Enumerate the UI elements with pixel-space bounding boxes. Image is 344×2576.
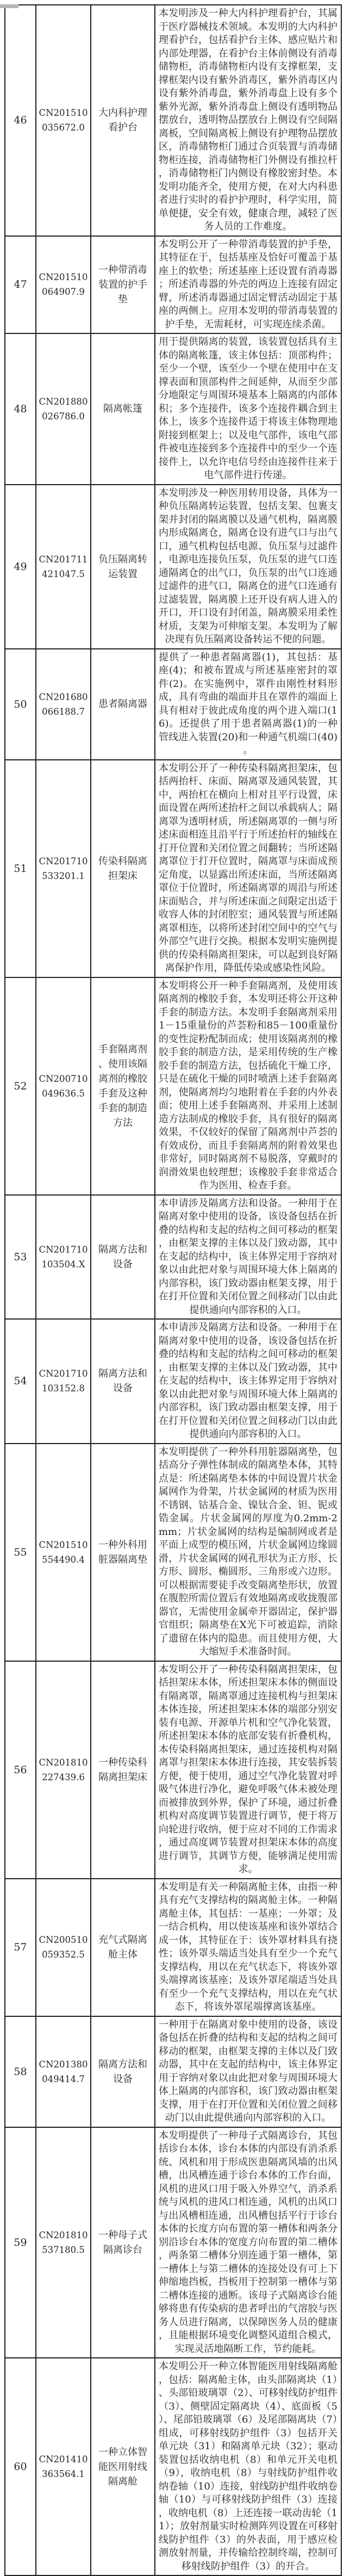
table-row (5, 977, 341, 1195)
patent-abstract: 本发明公开了一种传染科隔离担架床，包括担架床本体，所述担架床本体的侧面设有隔离罩，隔离罩通过连接机构与担架床本体连接，所述担架床本体的端部分别安装有电源、开源单片机和空气净化装置，所述担架床本体的底部安装有折叠机构，本传染科隔离担架床，通过连接机构对隔离罩与担架床本体进行连接，其安装拆装方便，便于使用，通过空气净化装置对呼吸气体进行净化，避免呼吸气体未被处理而被排放到外界，保护了环境，通过折叠机构对高度调节装置进行调节，便于将万向轮进行收纳，便于应对不同的工作需求，通过高度调节装置对担架床本体的高度进行调节，其调节方便，能够满足使用需求。 (155, 1661, 341, 1879)
patent-number: CN201710103152.8 (36, 1319, 91, 1444)
row-seq-number: 55 (5, 1444, 36, 1661)
patent-abstract: 用于提供隔离的装置，该装置包括具有主体的隔离帐篷，该主体包括：顶部构件；至少一个壁，该至少一个壁在使用中在支撑表面和顶部构件之间延伸，从而至少部分地限定与周围环境基本上隔离的内部体积；多个连接件，该多个连接件耦合到主体上，该多个连接件适于将该主体物理地附接到框架上；以及电气部件，该电气部件被电连接到多个连接件中的至少一个连接件上，以允许电信号经由连接件往来于电气部件进行传递。 (155, 333, 341, 485)
patent-abstract: 本申请涉及隔离方法和设备。一种用于在隔离对象中使用的设备，该设备包括在折叠的结构和支起的结构之间可移动的框架，由框架支撑的主体以及门致动器，其中在支起的结构中，该主体界定用于容纳对象以由此把对象与周围环境大体上隔离的内部容积，该门致动器由框架支撑，用于在打开位置和关闭位置之间移动门以由此提供通向内部容积的入口。 (155, 1195, 341, 1320)
table-row (5, 1661, 341, 1879)
row-seq-number: 53 (5, 1195, 36, 1320)
patent-abstract: 本发明公开一种立体智能医用射线隔离舱，包括：隔离舱主体，由头部隔离块（1）、头部铅玻璃罩（2）、可移射线防护组件（3）、侧壁固定隔离块（4）、底面板（5）、尾部铅玻璃罩（6）及尾部隔离块（7）组成，可移射线防护组件（3）包括开关单元块（31）和隔离单元块（32）；驱动装置包括收纳电机（8）和单元开关电机（9），收纳电机（8）与射线防护组件收纳卷轴（10）连接，射线防护组件收纳卷轴（10）与可移射线防护组件（3）连接，收纳电机（8）上还连接一联动齿轮（11）；放射剂量实时检测阵列设置在可移射线防护组件（3）的外表面，用于感应检测放射剂量，并传输给控制终端，控制可移射线防护组件（3）的开合。 (155, 2358, 341, 2575)
patent-abstract: 本发明将公开一种手套隔离剂，及使用该隔离剂的橡胶手套，本发明还将公开这种手套的制造方法。本发明手套隔离剂采用1－15重量份的芦荟粉和85－100重量份的变性淀粉配制而成；使用该隔离剂的橡胶手套的制造方法，是采用传统的生产橡胶手套的制造方法，包括硫化干燥工序，只是在硫化干燥的同时喷洒上述手套隔离剂，使隔离剂均匀地附着在手套的内外表面；使用上述手套隔离剂、并采用上述制造方法制成的橡胶手套，具有很好的隔离效果，不仅较好的保留了隔离剂中芦荟的有效成份，而且手套隔离剂的附着效果也非常好，同时隔离剂不易脱落，穿戴时的润滑效果也较理想；该橡胶手套非常适合作为医用、检查手套。 (155, 977, 341, 1195)
patent-number: CN201710103504.X (36, 1195, 91, 1320)
patent-abstract: 本发明提供了一种外科用脏器隔离垫，包括高分子弹性体制成的隔离垫本体，其特点是：所述隔离垫本体的中间设置片状金属网作为骨架，片状金属网的材质为医用不锈钢、钴基合金、镍钛合金、钽、铌或锆金属。片状金属网的厚度为0.2mm-2mm；片状金属网的结构是编制网或者是平面上成型的模压网，片状金属网边缘圆滑，片状金属网的网孔形状为正方形、长方形、圆形、椭圆形、三角形或六边形。可以根据需要徒手改变隔离垫形状，放置在腹腔所需位置后有效地隔离或收拢腹部器官，无需使用金属牵开器固定，保护器官组织；隔离垫在X光下可被追踪，消除了遗留在体内的隐患。而且使用方便，大大缩短手术准备时间。 (155, 1444, 341, 1661)
patent-title: 隔离方法和设备 (91, 1195, 155, 1320)
patent-abstract: 本发明是有关一种隔离舱主体，由指一种具有充气支撑结构的隔离舱主体。一种隔离舱主体，其包括：一基座；一外罩；及一结合机构，用以使该基座和该外罩结合成一体，其特征在于：该外罩材料具有挠性；该外罩头端适当处具有至少一个充气支撑结构，用以在充气状态下，将该外罩头端撑离该基座；及该外罩尾端适当处具有至少一个充气支撑结构，用以在充气状态下，将该外罩尾端撑离该基座。 (155, 1879, 341, 2016)
patent-title: 一种立体智能医用射线隔离舱 (91, 2358, 155, 2575)
row-seq-number: 51 (5, 760, 36, 977)
patent-abstract: 本发明涉及一种大内科护理看护台，其属于医疗器械技术领域。本发明的大内科护理看护台，包括看护台主体、感应贴片和内部处理器，在看护台主体前侧设有消毒储物柜，消毒储物柜内设有支撑框架，支撑框架内设有紫外消毒区，紫外消毒区内设有紫外消毒盘，紫外消毒盘上设有多个紫外光源，紫外消毒盘上侧设有透明物品摆放台，透明物品摆放台上侧设有空间隔离板，空间隔离板上侧设有护理物品摆放区，消毒储物柜门通过合页装置与消毒储物柜连接，消毒储物柜门外侧设有推拉杆，消毒储物柜门内侧设有橡胶密封垫。本发明功能齐全，使用方便，在对大内科患者进行实时的看护护理时，科学实用，简单便捷，安全有效，健康合理，减轻了医务人员的工作难度。 (155, 5, 341, 236)
patent-abstract: 本申请涉及隔离方法和设备。一种用于在隔离对象中使用的设备，该设备包括在折叠的结构和支起的结构之间可移动的框架，由框架支撑的主体以及门致动器，其中在支起的结构中，该主体界定用于容纳对象以由此把对象与周围环境大体上隔离的内部容积，该门致动器由框架支撑，用于在打开位置和关闭位置之间移动门以由此提供通向内部容积的入口。 (155, 1319, 341, 1444)
patent-title: 一种带消毒装置的护手垫 (91, 236, 155, 334)
scan-artifact (0, 4, 18, 8)
patent-number: CN201711421047.5 (36, 485, 91, 649)
patent-title: 充气式隔离舱主体 (91, 1879, 155, 2016)
patent-table (4, 4, 342, 2576)
patent-number: CN200510059352.5 (36, 1879, 91, 2016)
table-row (5, 2016, 341, 2127)
patent-title: 隔离帐篷 (91, 333, 155, 485)
patent-title: 患者隔离器 (91, 649, 155, 760)
row-seq-number: 54 (5, 1319, 36, 1444)
patent-abstract: 本发明涉及一种医用转用设备，具体为一种负压隔离转运装置，包括支架、包裹支架并封闭的隔离膜以及通气机构，隔离膜内形成隔离仓，隔离仓设有进气口与出气口，通气机构包括电源、负压泵与过滤件，电源电连接负压泵，负压泵的进气口连通隔离仓的出气口，负压泵的出气口连通过滤件的进气口，隔离仓的进气口连通有过滤装置，隔离膜上还开设有病人进入的开口，开口设有封闭盖，隔离膜采用柔性材质，支架为可伸缩支架。本发明为了解决现有负压隔离设备转运不便的问题。 (155, 485, 341, 649)
table-row (5, 485, 341, 649)
patent-abstract: 本发明公开了一种传染科隔离担架床，包括两抬杆、床面、隔离罩及通风装置，其中，两抬杠在横向上相对且平行设置，床面设置在两所述抬杆之间以承载病人；隔离罩为透明材质，所述隔离罩的一侧与所述床面相连且沿平行于所述抬杆的轴线在打开位置和关闭位置之间翻转；当所述隔离罩位于打开位置时，隔离罩与床面成预定角度，以显露出所述床面，当所述隔离罩位于位置时，所述隔离罩的周沿与所述床面贴合，并与所述床面之间限定出适于收容人体的封闭腔室；通风装置与所述隔离罩相连，以将所述封闭空间中的空气与外部空气进行交换。根据本发明实施例提供的传染科隔离担架床，可以起到良好隔离保护作用，降低传染或感染性风险。 (155, 760, 341, 977)
patent-title: 一种外科用脏器隔离垫 (91, 1444, 155, 1661)
patent-number: CN201880026786.0 (36, 333, 91, 485)
patent-title: 手套隔离剂、使用该隔离剂的橡胶手套及这种手套的制造方法 (91, 977, 155, 1195)
row-seq-number: 58 (5, 2016, 36, 2127)
patent-abstract: 本发明公开了一种带消毒装置的护手垫，其特征在于，包括基座及恰好可覆盖于基座上的软垫；所述基座上还设置有消毒器；所述消毒器的外壳的两边上连接有固定臂，所述消毒器通过固定臂活动固定于基座的两侧上。应用本发明的带消毒装置的护手垫，无需耗材，可实现连续杀菌。 (155, 236, 341, 334)
patent-number: CN201810227439.6 (36, 1661, 91, 1879)
patent-title: 隔离方法和设备 (91, 1319, 155, 1444)
patent-number: CN201810537180.5 (36, 2127, 91, 2358)
table-row (5, 333, 341, 485)
patent-number: CN201680066188.7 (36, 649, 91, 760)
patent-title: 传染科隔离担架床 (91, 760, 155, 977)
table-row (5, 1319, 341, 1444)
patent-abstract: 一种用于在隔离对象中使用的设备，该设备包括在折叠的结构和支起的结构之间可移动的框架，由框架支撑的主体以及门致动器，其中在支起的结构中，该主体界定用于容纳对象以由此把对象与周围环境大体上隔离的内部容积，该门致动器由框架支撑，用于在打开位置和关闭位置之间移动门以由此提供通向内部容积的入口。 (155, 2016, 341, 2127)
patent-number: CN201510035672.0 (36, 5, 91, 236)
row-seq-number: 60 (5, 2358, 36, 2575)
table-row (5, 760, 341, 977)
table-row (5, 1444, 341, 1661)
patent-number: CN201380049414.7 (36, 2016, 91, 2127)
row-seq-number: 56 (5, 1661, 36, 1879)
patent-title: 负压隔离转运装置 (91, 485, 155, 649)
patent-title: 大内科护理看护台 (91, 5, 155, 236)
row-seq-number: 52 (5, 977, 36, 1195)
table-row (5, 2358, 341, 2575)
patent-number: CN201710533201.1 (36, 760, 91, 977)
row-seq-number: 50 (5, 649, 36, 760)
patent-number: CN201410363564.1 (36, 2358, 91, 2575)
table-row (5, 1195, 341, 1320)
table-row (5, 1879, 341, 2016)
row-seq-number: 59 (5, 2127, 36, 2358)
row-seq-number: 47 (5, 236, 36, 334)
row-seq-number: 46 (5, 5, 36, 236)
row-seq-number: 57 (5, 1879, 36, 2016)
patent-title: 一种母子式隔离诊台 (91, 2127, 155, 2358)
patent-number: CN200710049636.5 (36, 977, 91, 1195)
row-seq-number: 49 (5, 485, 36, 649)
table-row (5, 2127, 341, 2358)
patent-title: 隔离方法和设备 (91, 2016, 155, 2127)
table-row (5, 5, 341, 236)
patent-abstract: 本发明提供了一种母子式隔离诊台，其包括诊台本体，诊台本体的内部设有消杀系统、风机和用于形成医患隔离风墙的出风槽，出风槽连通于诊台本体的工作台面，风机的进风口用于吸入外界空气，消杀系统与风机的进风口相连通，风机的出风口与出风槽相连通，出风槽包括平行于诊台本体的长度方向布置的第一槽体和两条分别沿诊台本体的宽度方向布置的第二槽体，两条第二槽体分别连通于第一槽体，第一槽体上与第二槽体的连接处设有可上下伸缩地挡板，挡板用于控制第一槽体与第二槽体连接的通断。该母子式隔离诊台能够将患有传染病的患者呼出的气溶胶与医务人员进行隔离，以保障医务人员的健康，且能根据环境变化调整风道组合模式，实现灵活地隔断工作，节约能耗。 (155, 2127, 341, 2358)
table-row (5, 236, 341, 334)
patent-number: CN201510554490.4 (36, 1444, 91, 1661)
patent-abstract: 提供了一种患者隔离器(1)，其包括：基座(4)；和被布置成与所述基座密封的罩件(2)。在实施例中，罩件由刚性材料形成，具有弯曲的端面并且在罩件的端面上具有相对于彼此成角度的两个进入端口(16)。还提供了用于患者隔离器(1)的一种管线进入装置(20)和一种通气机端口(40)。 (155, 649, 341, 760)
patent-title: 一种传染科隔离担架床 (91, 1661, 155, 1879)
patent-table-body (5, 5, 341, 2575)
row-seq-number: 48 (5, 333, 36, 485)
table-row (5, 649, 341, 760)
patent-number: CN201510064907.9 (36, 236, 91, 334)
